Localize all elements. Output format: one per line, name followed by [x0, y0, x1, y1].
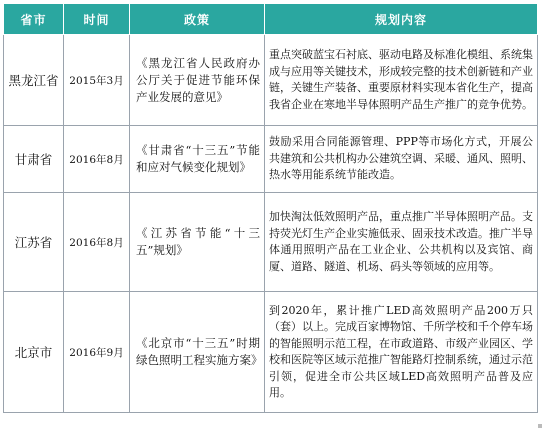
- table-header-row: [4, 4, 538, 35]
- province-cell: 甘肃省: [4, 126, 64, 193]
- policy-cell: 《江苏省节能“十三五”规划》: [130, 193, 265, 292]
- content-cell: 重点突破蓝宝石衬底、驱动电路及标准化模组、系统集成与应用等关键技术，形成较完整的技术创新链和产业链，关键生产装备、重要原材料实现本省化生产，提高我省企业在寒地半导体照明产品生产推广的竞争优势。: [265, 35, 538, 126]
- header-policy: 政策: [130, 4, 265, 35]
- header-content: 规划内容: [265, 4, 538, 35]
- policy-cell: 《甘肃省“十三五”节能和应对气候变化规划》: [130, 126, 265, 193]
- policy-table: [3, 3, 538, 413]
- time-cell: 2016年8月: [64, 193, 130, 292]
- province-cell: 北京市: [4, 292, 64, 413]
- time-cell: 2016年8月: [64, 126, 130, 193]
- policy-cell: 《黑龙江省人民政府办公厅关于促进节能环保产业发展的意见》: [130, 35, 265, 126]
- table-row: [4, 35, 538, 126]
- corner-mark: [538, 424, 542, 428]
- policy-cell: 《北京市“十三五”时期绿色照明工程实施方案》: [130, 292, 265, 413]
- time-cell: 2016年9月: [64, 292, 130, 413]
- province-cell: 黑龙江省: [4, 35, 64, 126]
- content-cell: 到2020年，累计推广LED高效照明产品200万只（套）以上。完成百家博物馆、千所学校和千个停车场的智能照明示范工程，在市政道路、市级产业园区、学校和医院等区域示范推广智能路灯控制系统，通过示范引领，促进全市公共区域LED高效照明产品普及应用。: [265, 292, 538, 413]
- table-row: [4, 193, 538, 292]
- content-cell: 鼓励采用合同能源管理、PPP等市场化方式，开展公共建筑和公共机构办公建筑空调、采暖、通风、照明、热水等用能系统节能改造。: [265, 126, 538, 193]
- table-row: [4, 126, 538, 193]
- time-cell: 2015年3月: [64, 35, 130, 126]
- table-row: [4, 292, 538, 413]
- content-cell: 加快淘汰低效照明产品，重点推广半导体照明产品。支持荧光灯生产企业实施低汞、固汞技术改造。推广半导体通用照明产品在工业企业、公共机构以及宾馆、商厦、道路、隧道、机场、码头等领域的应用等。: [265, 193, 538, 292]
- header-time: 时间: [64, 4, 130, 35]
- header-province: 省市: [4, 4, 64, 35]
- province-cell: 江苏省: [4, 193, 64, 292]
